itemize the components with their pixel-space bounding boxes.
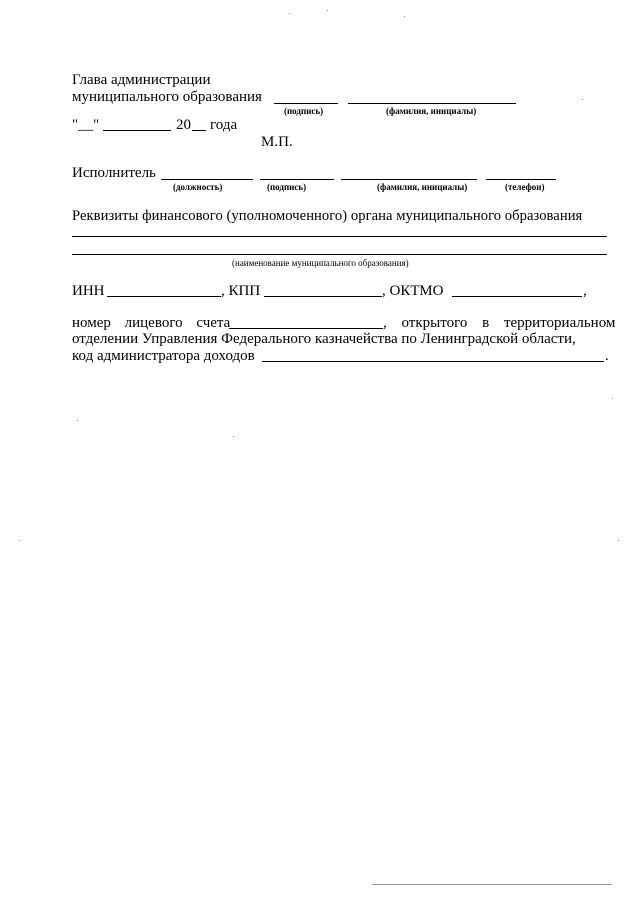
scan-speck — [327, 10, 328, 11]
stamp-label: М.П. — [261, 134, 293, 150]
oktmo-label: , ОКТМО — [382, 283, 444, 299]
kpp-label: , КПП — [221, 283, 261, 299]
account-number-field[interactable] — [229, 328, 383, 329]
date-year-line[interactable] — [192, 130, 206, 131]
inn-field[interactable] — [107, 296, 221, 297]
head-title-line2: муниципального образования — [72, 89, 262, 105]
inn-label: ИНН — [72, 283, 105, 299]
date-year-prefix: 20 — [176, 117, 191, 133]
executor-name-line[interactable] — [341, 179, 477, 180]
scan-speck — [19, 540, 20, 541]
date-year-suffix: года — [210, 117, 238, 133]
date-quote: "__" — [72, 117, 100, 133]
requisites-line-2[interactable] — [72, 254, 607, 255]
head-name-caption: (фамилия, инициалы) — [386, 106, 477, 116]
scan-speck — [289, 13, 290, 14]
executor-position-caption: (должность) — [173, 182, 223, 192]
executor-signature-caption: (подпись) — [267, 182, 307, 192]
codes-end-comma: , — [583, 283, 587, 299]
oktmo-field[interactable] — [452, 296, 582, 297]
municipality-caption: (наименование муниципального образования) — [232, 258, 409, 268]
requisites-heading: Реквизиты финансового (уполномоченного) органа муниципального образования — [72, 208, 583, 224]
scan-speck — [612, 398, 613, 399]
account-label: номер лицевого счета — [72, 315, 231, 331]
executor-name-caption: (фамилия, инициалы) — [377, 182, 468, 192]
scan-speck — [233, 436, 234, 437]
scan-speck — [582, 99, 583, 100]
date-month-line[interactable] — [103, 130, 171, 131]
head-title-line1: Глава администрации — [72, 72, 211, 88]
admin-code-field[interactable] — [262, 361, 604, 362]
scan-speck — [404, 16, 405, 17]
kpp-field[interactable] — [264, 296, 382, 297]
admin-code-end: . — [605, 348, 609, 364]
account-line2: отделении Управления Федерального казначейства по Ленинградской области, — [72, 331, 576, 347]
scan-speck — [618, 540, 619, 541]
head-signature-line[interactable] — [274, 103, 338, 104]
executor-phone-line[interactable] — [486, 179, 556, 180]
account-line1-end: , открытого в территориальном — [383, 315, 616, 331]
executor-phone-caption: (телефон) — [505, 182, 545, 192]
head-signature-caption: (подпись) — [284, 106, 324, 116]
footer-rule — [372, 884, 612, 885]
executor-position-line[interactable] — [161, 179, 253, 180]
executor-label: Исполнитель — [72, 165, 156, 181]
admin-code-label: код администратора доходов — [72, 348, 255, 364]
requisites-line-1[interactable] — [72, 236, 607, 237]
scan-speck — [77, 420, 78, 421]
executor-signature-line[interactable] — [260, 179, 334, 180]
head-name-line[interactable] — [348, 103, 516, 104]
